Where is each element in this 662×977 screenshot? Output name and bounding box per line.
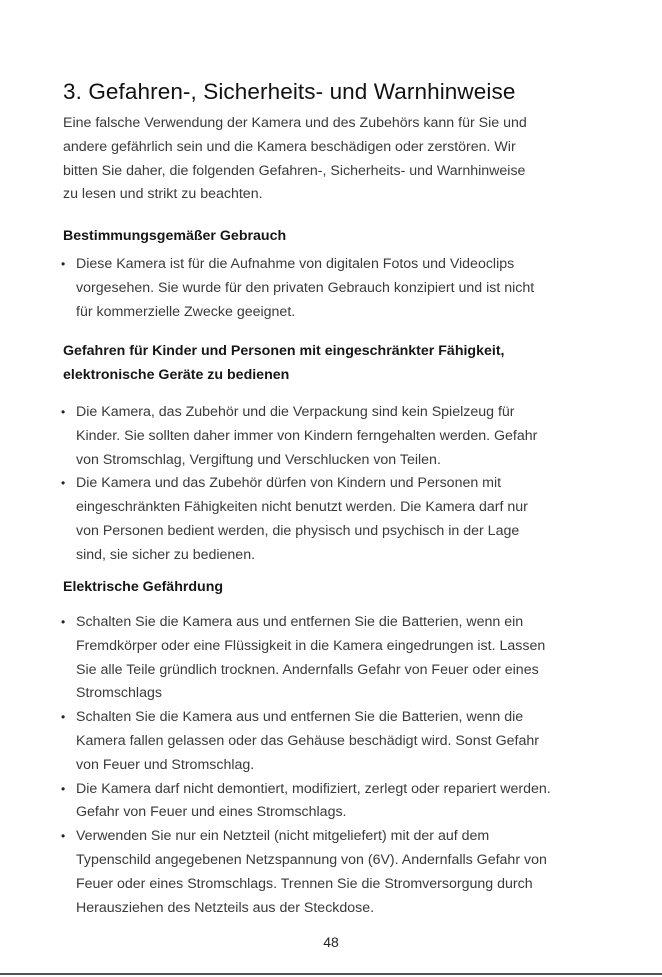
list-item-line: Die Kamera und das Zubehör dürfen von Kindern und Personen mit — [76, 475, 502, 492]
heading-line: Bestimmungsgemäßer Gebrauch — [63, 228, 287, 244]
heading-line: Gefahren für Kinder und Personen mit eingeschränkter Fähigkeit, — [63, 343, 505, 359]
list-item-line: Typenschild angegebenen Netzspannung von (6V). Andernfalls Gefahr von — [76, 851, 547, 868]
page-title: 3. Gefahren-, Sicherheits- und Warnhinweise — [63, 79, 516, 104]
list-item — [59, 706, 619, 777]
list-item-line: Die Kamera, das Zubehör und die Verpackung sind kein Spielzeug für — [76, 404, 515, 420]
bullet-icon: • — [61, 257, 66, 271]
list-item-line: Verwenden Sie nur ein Netzteil (nicht mitgeliefert) mit der auf dem — [76, 828, 490, 845]
list-item-line: sind, sie sicher zu bedienen. — [76, 546, 256, 563]
list-item-line: Schalten Sie die Kamera aus und entfernen Sie die Batterien, wenn die — [76, 709, 524, 726]
bullet-icon: • — [61, 829, 66, 844]
list-item-line: Kamera fallen gelassen oder das Gehäuse beschädigt wird. Sonst Gefahr — [76, 732, 539, 749]
list-item-line: Stromschlags — [76, 685, 162, 702]
intro-line: Eine falsche Verwendung der Kamera und des Zubehörs kann für Sie und — [63, 115, 527, 131]
section-heading-children — [63, 340, 504, 388]
list-item-line: Kinder. Sie sollten daher immer von Kindern ferngehalten werden. Gefahr — [76, 427, 538, 444]
intro-line: zu lesen und strikt zu beachten. — [63, 186, 263, 203]
intro-paragraph — [63, 112, 623, 207]
list-item-line: Gefahr von Feuer und eines Stromschlags. — [76, 804, 347, 821]
children-hazard-list — [59, 401, 619, 568]
heading-line: elektronische Geräte zu bedienen — [63, 366, 290, 383]
intro-line: bitten Sie daher, die folgenden Gefahren-, Sicherheits- und Warnhinweise — [63, 162, 526, 179]
bullet-icon: • — [61, 405, 66, 419]
list-item — [59, 472, 619, 567]
list-item-line: Feuer oder eines Stromschlags. Trennen Sie die Stromversorgung durch — [76, 875, 533, 892]
intro-line: andere gefährlich sein und die Kamera beschädigen oder zerstören. Wir — [63, 138, 516, 155]
list-item — [59, 401, 619, 472]
list-item-line: Sie alle Teile gründlich trocknen. Andernfalls Gefahr von Feuer oder eines — [76, 661, 539, 678]
list-item-line: eingeschränkten Fähigkeiten nicht benutzt werden. Die Kamera darf nur — [76, 499, 528, 516]
list-item-line: Schalten Sie die Kamera aus und entfernen Sie die Batterien, wenn ein — [76, 614, 524, 630]
electrical-hazard-list — [59, 611, 619, 920]
list-item-line: Fremdkörper oder eine Flüssigkeit in die Kamera eingedrungen ist. Lassen — [76, 637, 546, 654]
list-item-line: Herausziehen des Netzteils aus der Steckdose. — [76, 899, 375, 916]
list-item — [59, 825, 619, 920]
list-item — [59, 611, 619, 706]
list-item-line: Die Kamera darf nicht demontiert, modifiziert, zerlegt oder repariert werden. — [76, 780, 551, 797]
list-item-line: vorgesehen. Sie wurde für den privaten Gebrauch konzipiert und ist nicht — [76, 279, 535, 296]
list-item-line: von Personen bedient werden, die physisch und psychisch in der Lage — [76, 522, 520, 539]
bottom-divider — [0, 973, 662, 975]
list-item — [59, 778, 619, 826]
list-item-line: von Feuer und Stromschlag. — [76, 756, 255, 773]
bullet-icon: • — [61, 781, 66, 796]
list-item-line: Diese Kamera ist für die Aufnahme von digitalen Fotos und Videoclips — [76, 256, 515, 272]
list-item — [59, 253, 619, 324]
list-item-line: von Stromschlag, Vergiftung und Verschlucken von Teilen. — [76, 451, 441, 468]
section-heading-intended-use — [63, 225, 286, 249]
section-heading-electrical — [63, 576, 223, 600]
bullet-icon: • — [61, 476, 66, 491]
bullet-icon: • — [61, 615, 66, 629]
intended-use-list — [59, 253, 619, 324]
page-number: 48 — [323, 934, 339, 950]
heading-line: Elektrische Gefährdung — [63, 579, 224, 595]
bullet-icon: • — [61, 710, 66, 725]
list-item-line: für kommerzielle Zwecke geeignet. — [76, 303, 296, 320]
